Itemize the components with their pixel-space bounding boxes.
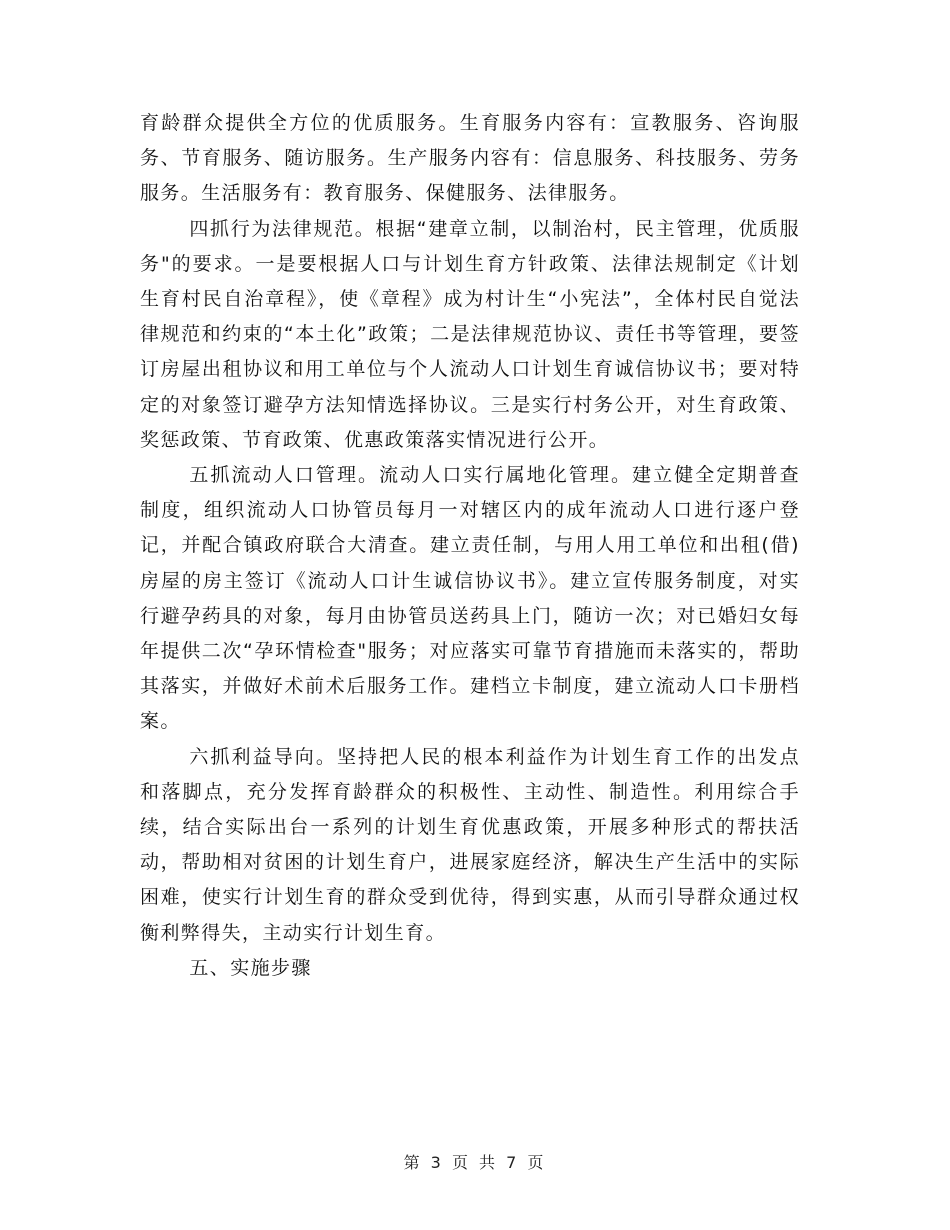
- section-heading-implementation-steps: 五、实施步骤: [189, 956, 312, 979]
- paragraph-legal-norms: 四抓行为法律规范。根据“建章立制，以制治村，民主管理，优质服务"的要求。一是要根据人口与计划生育方针政策、法律法规制定《计划生育村民自治章程》，使《章程》成为村计生“小宪法”，全体村民自觉法律规范和约束的“本土化”政策；二是法律规范协议、责任书等管理，要签订房屋出租协议和用工单位与个人流动人口计划生育诚信协议书；要对特定的对象签订避孕方法知情选择协议。三是实行村务公开，对生育政策、奖惩政策、节育政策、优惠政策落实情况进行公开。: [140, 217, 800, 451]
- page-footer: [0, 1150, 950, 1173]
- paragraph-continuation: 育龄群众提供全方位的优质服务。生育服务内容有：宣教服务、咨询服务、节育服务、随访服务。生产服务内容有：信息服务、科技服务、劳务服务。生活服务有：教育服务、保健服务、法律服务。: [140, 112, 800, 205]
- paragraph-floating-population: 五抓流动人口管理。流动人口实行属地化管理。建立健全定期普查制度，组织流动人口协管员每月一对辖区内的成年流动人口进行逐户登记，并配合镇政府联合大清查。建立责任制，与用人用工单位和出租(借)房屋的房主签订《流动人口计生诚信协议书》。建立宣传服务制度，对实行避孕药具的对象，每月由协管员送药具上门，随访一次；对已婚妇女每年提供二次“孕环情检查"服务；对应落实可靠节育措施而未落实的，帮助其落实，并做好术前术后服务工作。建档立卡制度，建立流动人口卡册档案。: [140, 464, 800, 733]
- document-body: [140, 106, 800, 986]
- page-number-label: 第 3 页 共 7 页: [403, 1153, 547, 1172]
- paragraph-interest-guidance: 六抓利益导向。坚持把人民的根本利益作为计划生育工作的出发点和落脚点，充分发挥育龄群众的积极性、主动性、制造性。利用综合手续，结合实际出台一系列的计划生育优惠政策，开展多种形式的帮扶活动，帮助相对贫困的计划生育户，进展家庭经济，解决生产生活中的实际困难，使实行计划生育的群众受到优待，得到实惠，从而引导群众通过权衡利弊得失，主动实行计划生育。: [140, 745, 800, 944]
